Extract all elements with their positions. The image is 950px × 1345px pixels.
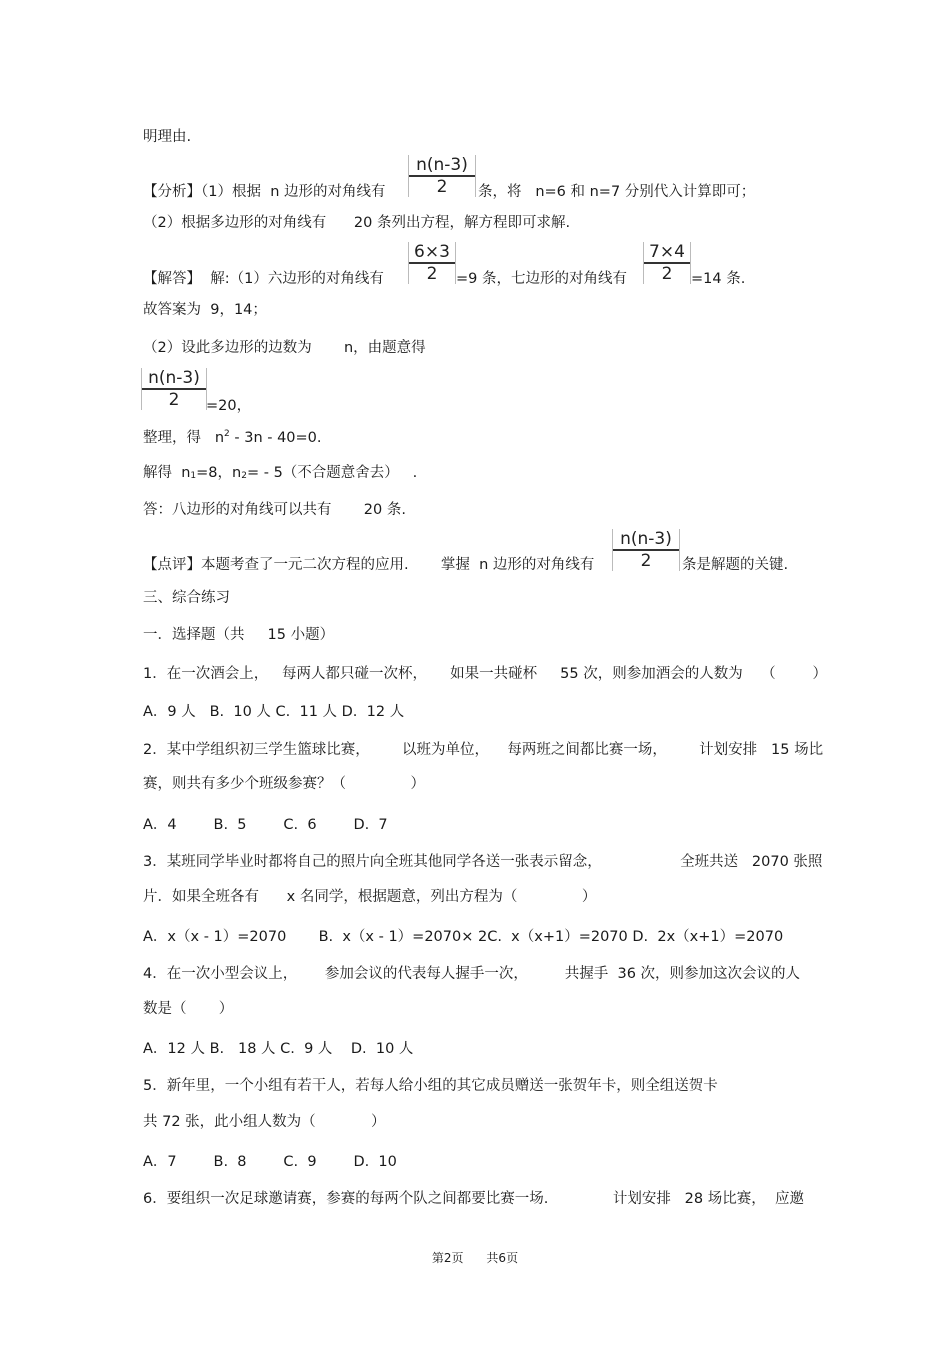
question-line: 片．如果全班各有 x 名同学，根据题意，列出方程为（ ） (143, 889, 597, 905)
question-line: 数是（ ） (143, 1001, 234, 1017)
fraction-denominator: 2 (426, 264, 438, 284)
question-line: 共 72 张，此小组人数为（ ） (143, 1114, 386, 1130)
question-line: 2．某中学组织初三学生篮球比赛， 以班为单位， 每两班之间都比赛一场， 计划安排 15 场比 (143, 742, 824, 758)
text-line: 整理，得 $n^2 - 3n - 40=0$. (143, 429, 322, 446)
fraction-image (408, 242, 456, 284)
text-line: =9 条，七边形的对角线有 (456, 271, 627, 287)
fraction-denominator: 2 (661, 264, 673, 284)
fraction-numerator: 6×3 (409, 242, 455, 264)
fraction-numerator: 7×4 (644, 242, 690, 264)
options-line: A．x（x - 1）=2070 B. x（x - 1）=2070× 2C. x（x+1）=2070 D. 2x（x+1）=2070 (143, 929, 784, 945)
text-line: =20， (206, 398, 252, 414)
fraction-denominator: 2 (640, 551, 652, 571)
text-line: =14 条. (691, 271, 746, 287)
text-line: 答：八边形的对角线可以共有 20 条. (143, 502, 406, 518)
text-line: 条是解题的关键. (682, 557, 789, 573)
fraction-numerator: n(n-3) (409, 155, 475, 177)
section-heading: 三、综合练习 (143, 590, 230, 606)
options-line: A．9 人 B. 10 人 C. 11 人 D. 12 人 (143, 704, 405, 720)
options-line: A．12 人 B. 18 人 C. 9 人 D. 10 人 (143, 1041, 414, 1057)
answer-line: 【解答】 解:（1）六边形的对角线有 (143, 271, 384, 287)
fraction-image (643, 242, 691, 284)
fraction-numerator: n(n-3) (613, 529, 679, 551)
question-line: 6．要组织一次足球邀请赛，参赛的每两个队之间都要比赛一场. 计划安排 28 场比赛， 应邀 (143, 1191, 804, 1207)
question-line: 3．某班同学毕业时都将自己的照片向全班其他同学各送一张表示留念， 全班共送 2070 张照 (143, 854, 823, 870)
text-line: 故答案为 9，14； (143, 302, 267, 318)
fraction-numerator: n(n-3) (142, 368, 206, 390)
fraction-denominator: 2 (436, 177, 448, 197)
question-line: 5．新年里，一个小组有若干人，若每人给小组的其它成员赠送一张贺年卡，则全组送贺卡 (143, 1078, 718, 1094)
options-line: A．7 B. 8 C. 9 D. 10 (143, 1154, 397, 1170)
section-subheading: 一．选择题（共 15 小题） (143, 627, 335, 643)
page-footer: 第2页 共6页 (431, 1251, 519, 1265)
fraction-image (612, 529, 680, 571)
analysis-line: 【分析】（1）根据 n 边形的对角线有 (143, 184, 386, 200)
text-line: 条，将 n=6 和 n=7 分别代入计算即可； (478, 184, 756, 200)
fraction-image (408, 155, 476, 197)
fraction-denominator: 2 (168, 390, 180, 410)
options-line: A．4 B. 5 C. 6 D. 7 (143, 817, 388, 833)
fraction-image (141, 368, 207, 410)
comment-line: 【点评】本题考查了一元二次方程的应用. 掌握 n 边形的对角线有 (143, 557, 595, 573)
text-line: （2）设此多边形的边数为 n，由题意得 (143, 340, 426, 356)
text-line: 解得 $n_1=8$，$n_2= - 5$（不合题意舍去） . (143, 465, 418, 481)
text-line: 明理由. (143, 129, 192, 145)
text-line: （2）根据多边形的对角线有 20 条列出方程，解方程即可求解. (143, 215, 571, 231)
question-line: 4．在一次小型会议上， 参加会议的代表每人握手一次， 共握手 36 次，则参加这次会议的人 (143, 966, 801, 982)
question-line: 1．在一次酒会上， 每两人都只碰一次杯， 如果一共碰杯 55 次，则参加酒会的人数为 （ ） (143, 666, 828, 682)
question-line: 赛，则共有多少个班级参赛？（ ） (143, 776, 426, 792)
